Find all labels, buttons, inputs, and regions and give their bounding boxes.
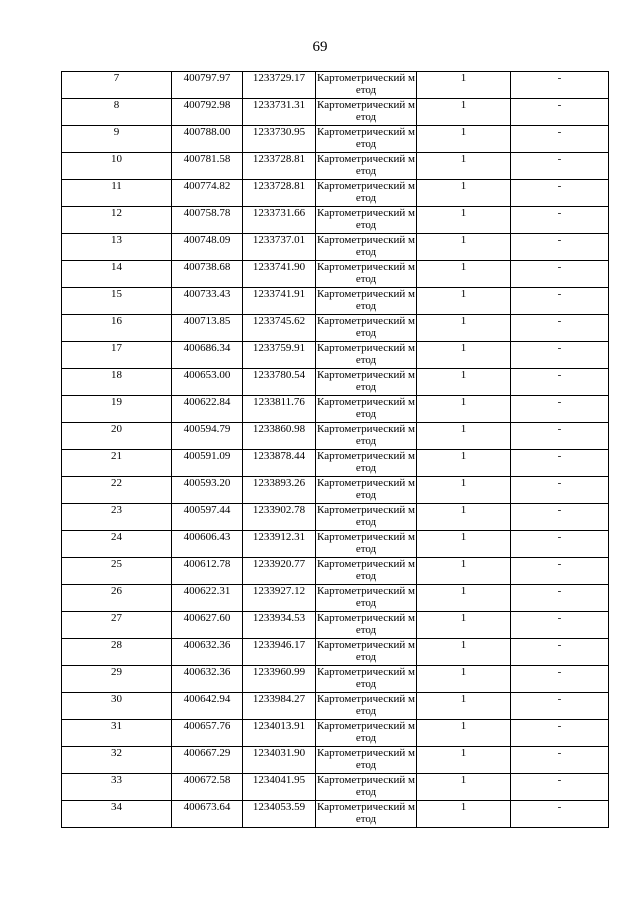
- y-coordinate-cell: 1233729.17: [243, 72, 316, 99]
- x-coordinate-cell: 400748.09: [172, 234, 243, 261]
- method-cell: Картометрический метод: [316, 450, 417, 477]
- count-cell: 1: [417, 396, 511, 423]
- x-coordinate-cell: 400758.78: [172, 207, 243, 234]
- y-coordinate-cell: 1233780.54: [243, 369, 316, 396]
- method-cell: Картометрический метод: [316, 369, 417, 396]
- y-coordinate-cell: 1233902.78: [243, 504, 316, 531]
- table-row: [62, 369, 609, 396]
- count-cell: 1: [417, 207, 511, 234]
- point-number-cell: 13: [62, 234, 172, 261]
- point-number-cell: 7: [62, 72, 172, 99]
- dash-cell: -: [511, 639, 609, 666]
- dash-cell: -: [511, 450, 609, 477]
- table-row: [62, 504, 609, 531]
- dash-cell: -: [511, 612, 609, 639]
- count-cell: 1: [417, 639, 511, 666]
- x-coordinate-cell: 400591.09: [172, 450, 243, 477]
- x-coordinate-cell: 400597.44: [172, 504, 243, 531]
- y-coordinate-cell: 1233731.66: [243, 207, 316, 234]
- count-cell: 1: [417, 99, 511, 126]
- dash-cell: -: [511, 288, 609, 315]
- dash-cell: -: [511, 396, 609, 423]
- y-coordinate-cell: 1233759.91: [243, 342, 316, 369]
- x-coordinate-cell: 400788.00: [172, 126, 243, 153]
- table-row: [62, 558, 609, 585]
- dash-cell: -: [511, 801, 609, 828]
- dash-cell: -: [511, 423, 609, 450]
- point-number-cell: 14: [62, 261, 172, 288]
- method-cell: Картометрический метод: [316, 315, 417, 342]
- page-number: 69: [312, 39, 328, 55]
- point-number-cell: 8: [62, 99, 172, 126]
- point-number-cell: 27: [62, 612, 172, 639]
- dash-cell: -: [511, 585, 609, 612]
- count-cell: 1: [417, 558, 511, 585]
- count-cell: 1: [417, 531, 511, 558]
- y-coordinate-cell: 1233878.44: [243, 450, 316, 477]
- count-cell: 1: [417, 504, 511, 531]
- dash-cell: -: [511, 99, 609, 126]
- table-row: [62, 207, 609, 234]
- y-coordinate-cell: 1234013.91: [243, 720, 316, 747]
- method-cell: Картометрический метод: [316, 126, 417, 153]
- table-row: [62, 396, 609, 423]
- x-coordinate-cell: 400774.82: [172, 180, 243, 207]
- dash-cell: -: [511, 261, 609, 288]
- method-cell: Картометрический метод: [316, 531, 417, 558]
- dash-cell: -: [511, 342, 609, 369]
- method-cell: Картометрический метод: [316, 693, 417, 720]
- count-cell: 1: [417, 72, 511, 99]
- method-cell: Картометрический метод: [316, 396, 417, 423]
- x-coordinate-cell: 400606.43: [172, 531, 243, 558]
- count-cell: 1: [417, 720, 511, 747]
- x-coordinate-cell: 400632.36: [172, 666, 243, 693]
- y-coordinate-cell: 1234041.95: [243, 774, 316, 801]
- table-row: [62, 747, 609, 774]
- method-cell: Картометрический метод: [316, 720, 417, 747]
- table-row: [62, 801, 609, 828]
- dash-cell: -: [511, 504, 609, 531]
- x-coordinate-cell: 400642.94: [172, 693, 243, 720]
- y-coordinate-cell: 1233728.81: [243, 180, 316, 207]
- table-row: [62, 720, 609, 747]
- y-coordinate-cell: 1233920.77: [243, 558, 316, 585]
- table-row: [62, 315, 609, 342]
- x-coordinate-cell: 400667.29: [172, 747, 243, 774]
- count-cell: 1: [417, 585, 511, 612]
- table-row: [62, 288, 609, 315]
- table-row: [62, 261, 609, 288]
- count-cell: 1: [417, 234, 511, 261]
- point-number-cell: 32: [62, 747, 172, 774]
- x-coordinate-cell: 400781.58: [172, 153, 243, 180]
- point-number-cell: 23: [62, 504, 172, 531]
- table-row: [62, 180, 609, 207]
- dash-cell: -: [511, 774, 609, 801]
- method-cell: Картометрический метод: [316, 207, 417, 234]
- x-coordinate-cell: 400792.98: [172, 99, 243, 126]
- method-cell: Картометрический метод: [316, 747, 417, 774]
- method-cell: Картометрический метод: [316, 99, 417, 126]
- x-coordinate-cell: 400612.78: [172, 558, 243, 585]
- method-cell: Картометрический метод: [316, 801, 417, 828]
- count-cell: 1: [417, 180, 511, 207]
- count-cell: 1: [417, 612, 511, 639]
- method-cell: Картометрический метод: [316, 72, 417, 99]
- count-cell: 1: [417, 693, 511, 720]
- table-row: [62, 99, 609, 126]
- count-cell: 1: [417, 423, 511, 450]
- y-coordinate-cell: 1233927.12: [243, 585, 316, 612]
- point-number-cell: 18: [62, 369, 172, 396]
- point-number-cell: 16: [62, 315, 172, 342]
- method-cell: Картометрический метод: [316, 774, 417, 801]
- x-coordinate-cell: 400673.64: [172, 801, 243, 828]
- count-cell: 1: [417, 666, 511, 693]
- y-coordinate-cell: 1233730.95: [243, 126, 316, 153]
- dash-cell: -: [511, 558, 609, 585]
- count-cell: 1: [417, 288, 511, 315]
- point-number-cell: 31: [62, 720, 172, 747]
- x-coordinate-cell: 400733.43: [172, 288, 243, 315]
- x-coordinate-cell: 400738.68: [172, 261, 243, 288]
- method-cell: Картометрический метод: [316, 153, 417, 180]
- count-cell: 1: [417, 342, 511, 369]
- count-cell: 1: [417, 774, 511, 801]
- table-row: [62, 234, 609, 261]
- table-row: [62, 585, 609, 612]
- table-row: [62, 477, 609, 504]
- table-row: [62, 126, 609, 153]
- y-coordinate-cell: 1233811.76: [243, 396, 316, 423]
- method-cell: Картометрический метод: [316, 585, 417, 612]
- dash-cell: -: [511, 126, 609, 153]
- dash-cell: -: [511, 207, 609, 234]
- dash-cell: -: [511, 747, 609, 774]
- count-cell: 1: [417, 747, 511, 774]
- count-cell: 1: [417, 261, 511, 288]
- y-coordinate-cell: 1233737.01: [243, 234, 316, 261]
- point-number-cell: 28: [62, 639, 172, 666]
- y-coordinate-cell: 1234053.59: [243, 801, 316, 828]
- point-number-cell: 29: [62, 666, 172, 693]
- y-coordinate-cell: 1233745.62: [243, 315, 316, 342]
- point-number-cell: 21: [62, 450, 172, 477]
- method-cell: Картометрический метод: [316, 423, 417, 450]
- y-coordinate-cell: 1233741.90: [243, 261, 316, 288]
- y-coordinate-cell: 1233731.31: [243, 99, 316, 126]
- dash-cell: -: [511, 369, 609, 396]
- method-cell: Картометрический метод: [316, 612, 417, 639]
- dash-cell: -: [511, 720, 609, 747]
- method-cell: Картометрический метод: [316, 342, 417, 369]
- method-cell: Картометрический метод: [316, 504, 417, 531]
- table-row: [62, 72, 609, 99]
- x-coordinate-cell: 400627.60: [172, 612, 243, 639]
- x-coordinate-cell: 400686.34: [172, 342, 243, 369]
- point-number-cell: 33: [62, 774, 172, 801]
- y-coordinate-cell: 1233893.26: [243, 477, 316, 504]
- table-row: [62, 342, 609, 369]
- x-coordinate-cell: 400713.85: [172, 315, 243, 342]
- dash-cell: -: [511, 666, 609, 693]
- point-number-cell: 34: [62, 801, 172, 828]
- table-row: [62, 693, 609, 720]
- point-number-cell: 26: [62, 585, 172, 612]
- x-coordinate-cell: 400622.84: [172, 396, 243, 423]
- point-number-cell: 12: [62, 207, 172, 234]
- x-coordinate-cell: 400593.20: [172, 477, 243, 504]
- point-number-cell: 11: [62, 180, 172, 207]
- point-number-cell: 30: [62, 693, 172, 720]
- table-row: [62, 531, 609, 558]
- count-cell: 1: [417, 369, 511, 396]
- point-number-cell: 20: [62, 423, 172, 450]
- point-number-cell: 9: [62, 126, 172, 153]
- method-cell: Картометрический метод: [316, 477, 417, 504]
- dash-cell: -: [511, 315, 609, 342]
- table-row: [62, 774, 609, 801]
- dash-cell: -: [511, 180, 609, 207]
- dash-cell: -: [511, 531, 609, 558]
- point-number-cell: 17: [62, 342, 172, 369]
- y-coordinate-cell: 1233860.98: [243, 423, 316, 450]
- x-coordinate-cell: 400632.36: [172, 639, 243, 666]
- count-cell: 1: [417, 153, 511, 180]
- x-coordinate-cell: 400594.79: [172, 423, 243, 450]
- x-coordinate-cell: 400657.76: [172, 720, 243, 747]
- count-cell: 1: [417, 315, 511, 342]
- x-coordinate-cell: 400797.97: [172, 72, 243, 99]
- point-number-cell: 24: [62, 531, 172, 558]
- x-coordinate-cell: 400672.58: [172, 774, 243, 801]
- y-coordinate-cell: 1233912.31: [243, 531, 316, 558]
- count-cell: 1: [417, 801, 511, 828]
- method-cell: Картометрический метод: [316, 234, 417, 261]
- y-coordinate-cell: 1234031.90: [243, 747, 316, 774]
- method-cell: Картометрический метод: [316, 288, 417, 315]
- method-cell: Картометрический метод: [316, 666, 417, 693]
- dash-cell: -: [511, 153, 609, 180]
- dash-cell: -: [511, 477, 609, 504]
- y-coordinate-cell: 1233946.17: [243, 639, 316, 666]
- point-number-cell: 10: [62, 153, 172, 180]
- y-coordinate-cell: 1233960.99: [243, 666, 316, 693]
- coordinates-table: [61, 71, 609, 828]
- table-row: [62, 639, 609, 666]
- count-cell: 1: [417, 450, 511, 477]
- table-body: [62, 72, 609, 828]
- x-coordinate-cell: 400622.31: [172, 585, 243, 612]
- y-coordinate-cell: 1233741.91: [243, 288, 316, 315]
- point-number-cell: 22: [62, 477, 172, 504]
- point-number-cell: 19: [62, 396, 172, 423]
- method-cell: Картометрический метод: [316, 558, 417, 585]
- method-cell: Картометрический метод: [316, 261, 417, 288]
- y-coordinate-cell: 1233934.53: [243, 612, 316, 639]
- point-number-cell: 25: [62, 558, 172, 585]
- dash-cell: -: [511, 234, 609, 261]
- dash-cell: -: [511, 72, 609, 99]
- point-number-cell: 15: [62, 288, 172, 315]
- method-cell: Картометрический метод: [316, 180, 417, 207]
- x-coordinate-cell: 400653.00: [172, 369, 243, 396]
- dash-cell: -: [511, 693, 609, 720]
- table-row: [62, 423, 609, 450]
- count-cell: 1: [417, 126, 511, 153]
- table-row: [62, 153, 609, 180]
- method-cell: Картометрический метод: [316, 639, 417, 666]
- y-coordinate-cell: 1233728.81: [243, 153, 316, 180]
- table-row: [62, 666, 609, 693]
- count-cell: 1: [417, 477, 511, 504]
- y-coordinate-cell: 1233984.27: [243, 693, 316, 720]
- table-row: [62, 450, 609, 477]
- table-row: [62, 612, 609, 639]
